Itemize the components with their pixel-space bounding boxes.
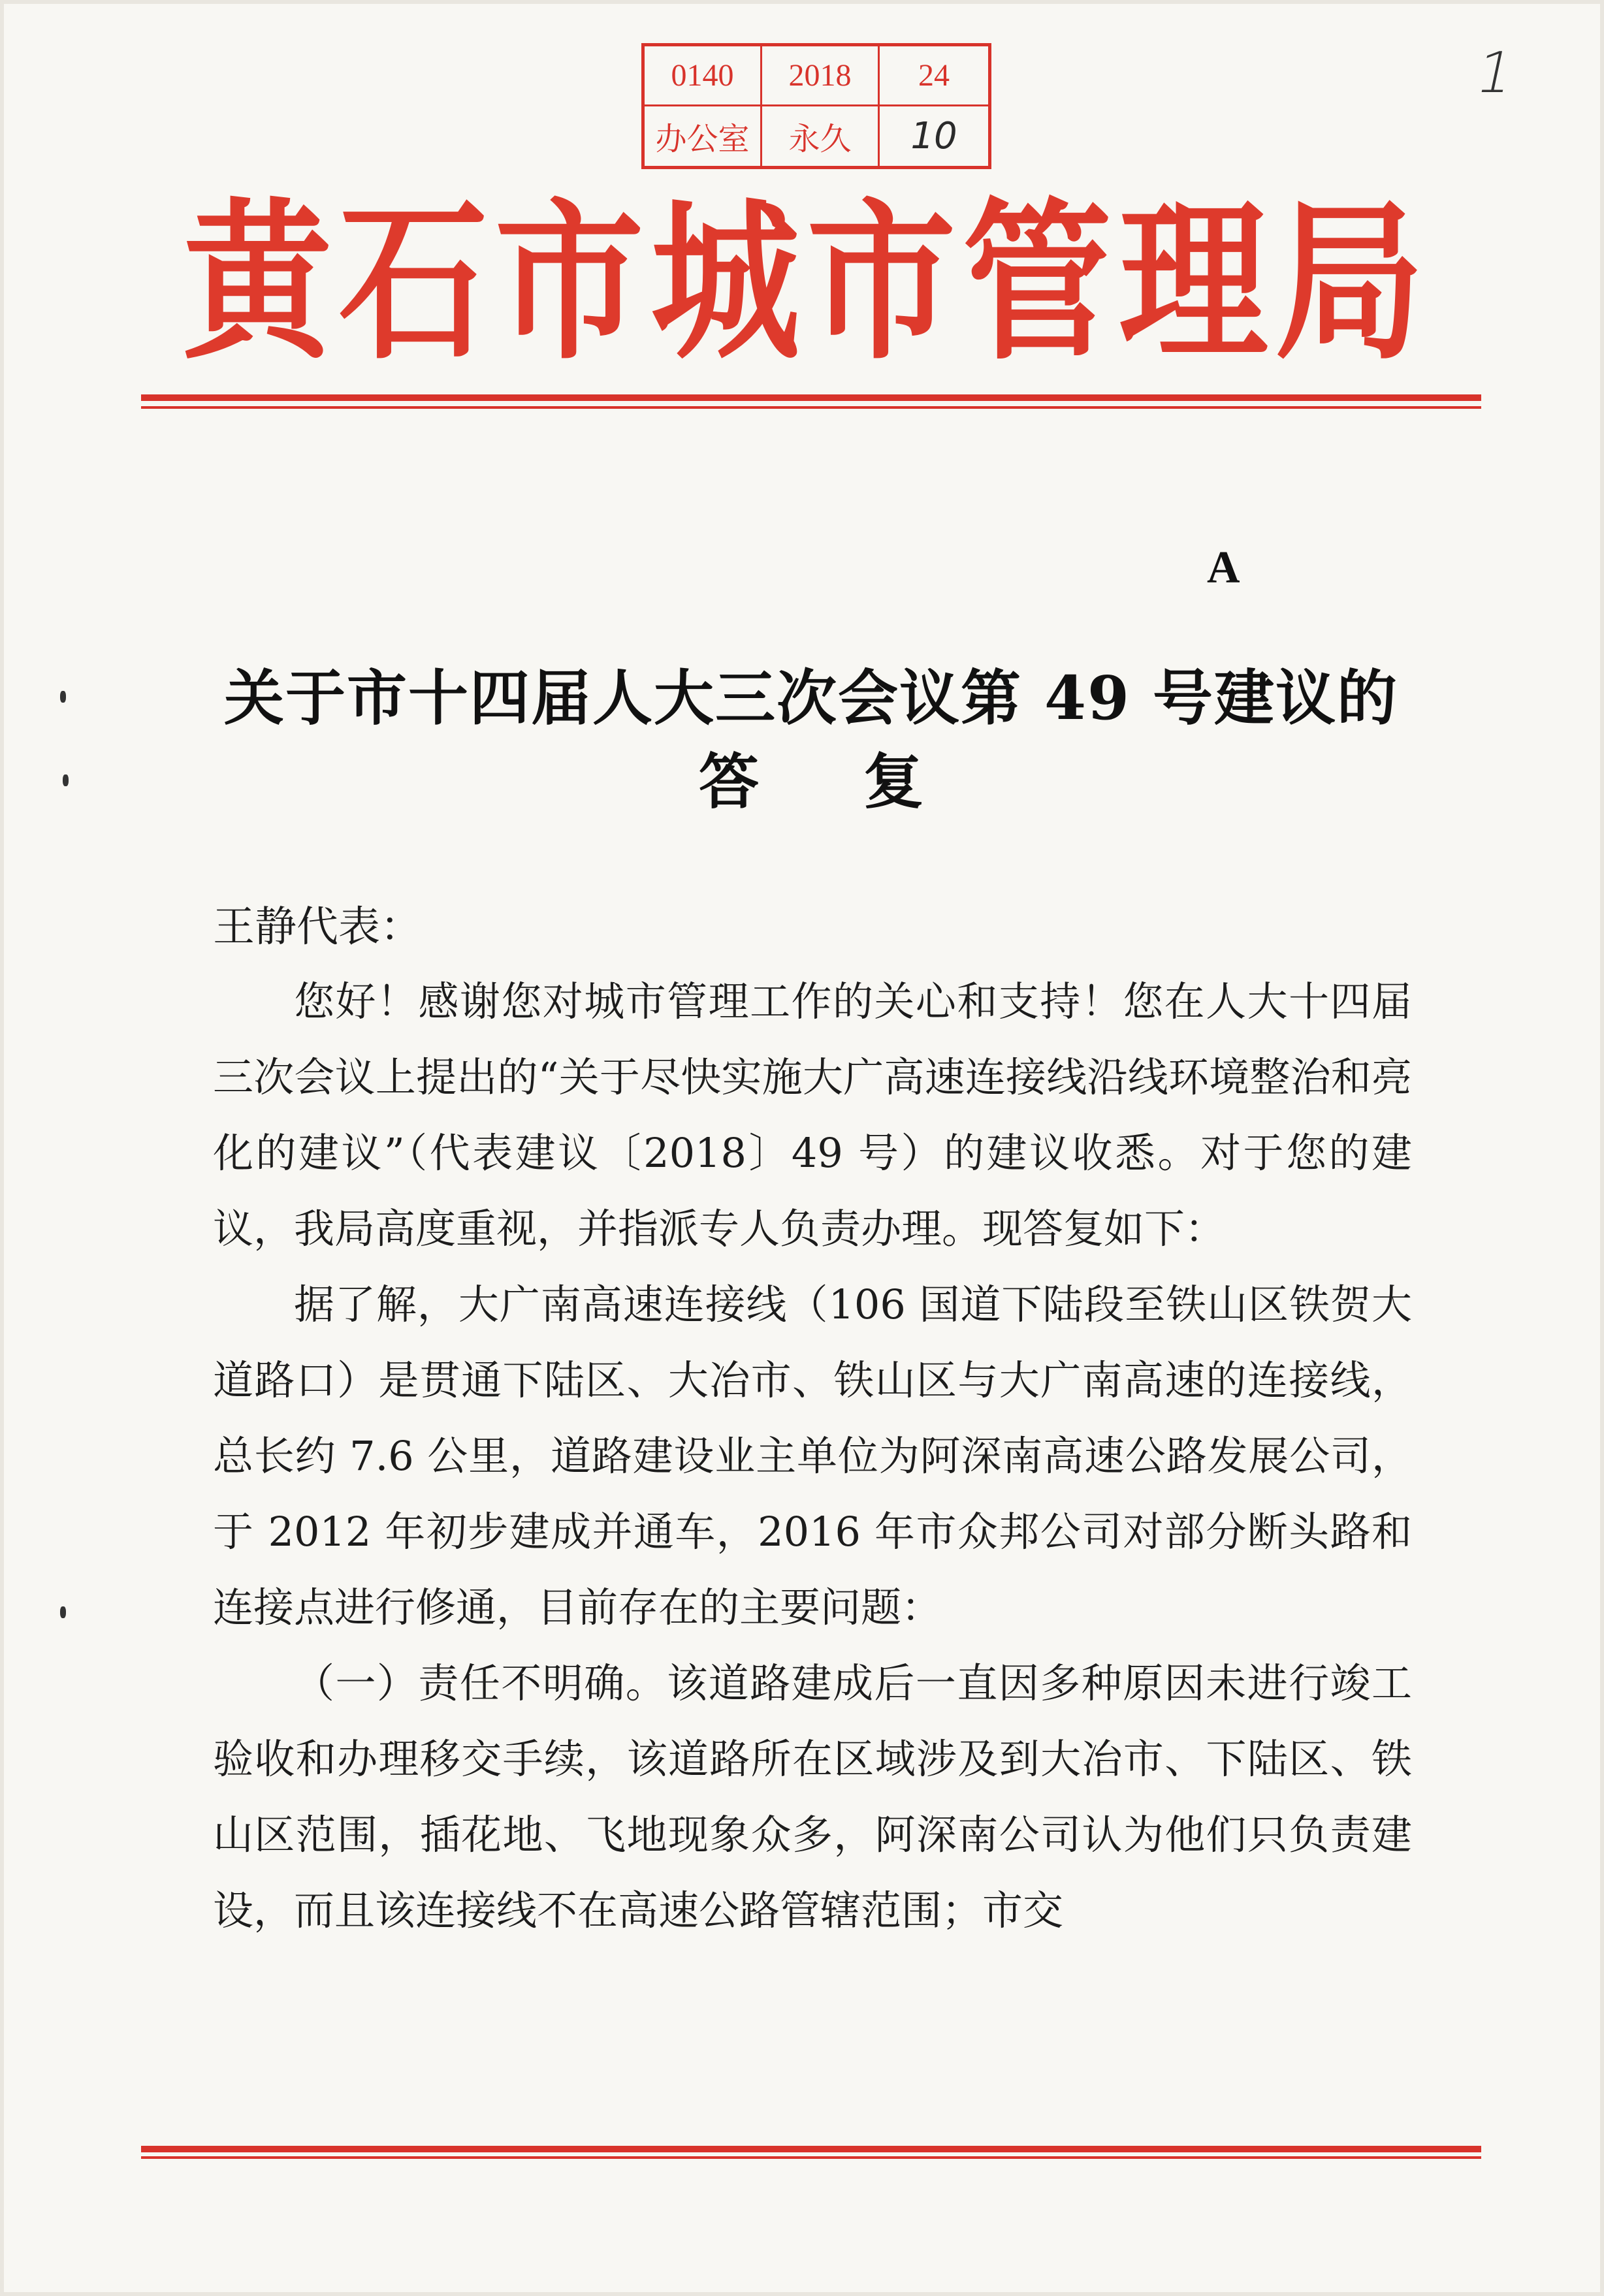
letterhead-rule-thick [141, 394, 1481, 401]
letterhead-rule-thin [141, 406, 1481, 409]
stamp-year: 2018 [762, 46, 880, 106]
binding-hole-mark [60, 1606, 66, 1618]
binding-hole-mark [63, 774, 69, 786]
letterhead-title: 黄石市城市管理局 [183, 183, 1424, 383]
stamp-retention: 永久 [762, 106, 880, 167]
body-paragraph: 您好！感谢您对城市管理工作的关心和支持！您在人大十四届三次会议上提出的“关于尽快实施大广高速连接线沿线环境整治和亮化的建议”（代表建议〔2018〕49 号）的建议收悉。对于您的建议，我局高度重视，并指派专人负责办理。现答复如下： [213, 978, 1412, 1252]
stamp-department: 办公室 [645, 106, 762, 167]
grade-mark: A [1207, 543, 1240, 593]
stamp-volume: 24 [880, 46, 988, 106]
document-title-line2: 答复 [698, 746, 1028, 817]
handwritten-page-number: 1 [1470, 40, 1520, 106]
stamp-fonds-number: 0140 [645, 46, 762, 106]
document-body [213, 964, 1412, 1949]
body-paragraph: （一）责任不明确。该道路建成后一直因多种原因未进行竣工验收和办理移交手续，该道路所在区域涉及到大冶市、下陆区、铁山区范围，插花地、飞地现象众多，阿深南公司认为他们只负责建设，而且该连接线不在高速公路管辖范围；市交 [213, 1659, 1412, 1934]
body-paragraph: 据了解，大广南高速连接线（106 国道下陆段至铁山区铁贺大道路口）是贯通下陆区、大冶市、铁山区与大广南高速的连接线，总长约 7.6 公里，道路建设业主单位为阿深南高速公路发展公司，于 2012 年初步建成并通车，2016 年市众邦公司对部分断头路和连接点进行修通，目前存在的主要问题： [213, 1281, 1412, 1631]
document-title-line1: 关于市十四届人大三次会议第 49 号建议的 [223, 663, 1399, 733]
binding-hole-mark [60, 691, 66, 703]
stamp-item-number: 10 [910, 114, 957, 157]
footer-rule-thin [141, 2156, 1481, 2159]
footer-rule-thick [141, 2146, 1481, 2152]
archive-stamp [641, 43, 991, 169]
salutation: 王静代表： [213, 903, 422, 951]
